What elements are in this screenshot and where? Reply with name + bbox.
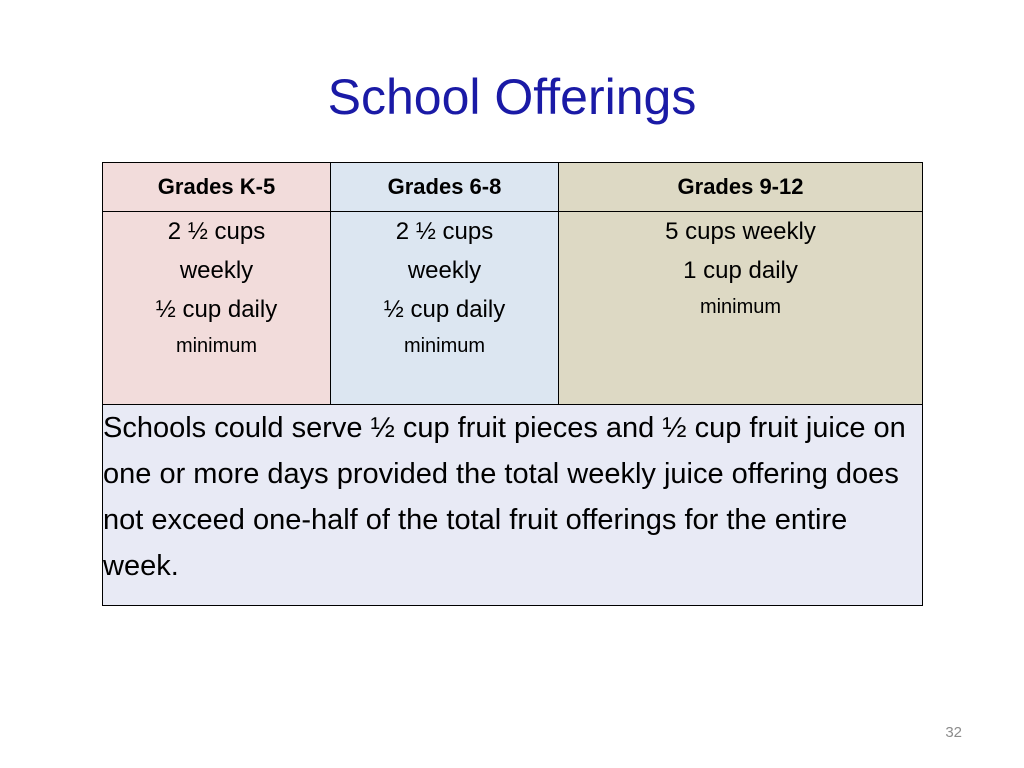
header-grades-k5: Grades K-5	[103, 163, 331, 212]
cell-text: ½ cup daily	[383, 296, 506, 323]
slide-title: School Offerings	[327, 69, 697, 125]
cell-note: minimum	[175, 335, 258, 357]
cell-note: minimum	[699, 296, 782, 318]
cell-grades-6-8	[331, 212, 559, 405]
cell-note: minimum	[403, 335, 486, 357]
page-number: 32	[945, 724, 962, 741]
cell-text: 1 cup daily	[683, 257, 798, 284]
table-header-row	[103, 163, 923, 212]
cell-text: 2 ½ cups	[395, 218, 494, 245]
header-grades-6-8: Grades 6-8	[331, 163, 559, 212]
table-row	[103, 212, 923, 405]
footnote-text: Schools could serve ½ cup fruit pieces and ½ cup fruit juice on one or more days provided the total weekly juice offering does not exceed one-half of the total fruit offerings for the entire week.	[103, 405, 923, 606]
cell-grades-k5	[103, 212, 331, 405]
cell-grades-9-12	[559, 212, 923, 405]
cell-text: weekly	[179, 257, 254, 284]
cell-text: 2 ½ cups	[167, 218, 266, 245]
footnote-row	[103, 405, 923, 606]
cell-text: ½ cup daily	[155, 296, 278, 323]
cell-text: 5 cups weekly	[665, 218, 816, 245]
cell-text: weekly	[407, 257, 482, 284]
header-grades-9-12: Grades 9-12	[559, 163, 923, 212]
offerings-table	[102, 162, 923, 606]
